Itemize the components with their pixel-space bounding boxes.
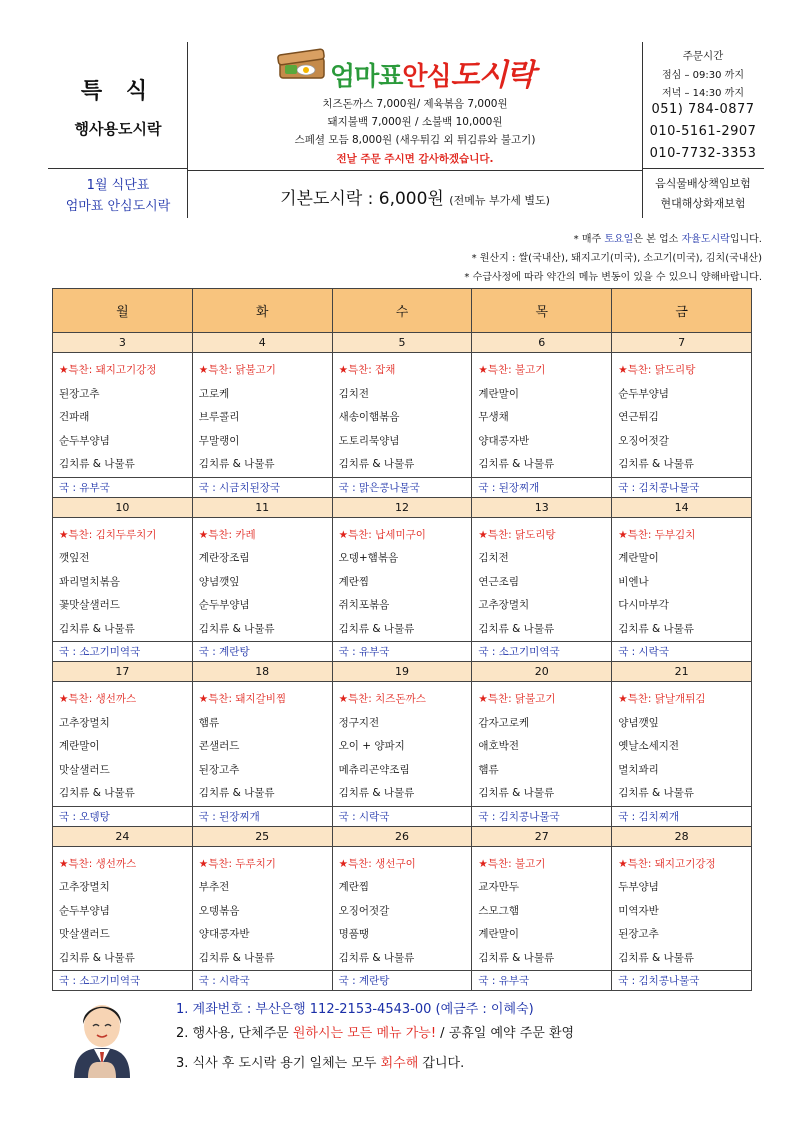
- day-menu-cell: [472, 682, 612, 807]
- side-dish: 김치류 & 나물류: [478, 458, 555, 470]
- brand-logo: [276, 48, 566, 93]
- lunchbox-icon: [276, 48, 328, 82]
- weekday-header: 금: [612, 289, 752, 333]
- side-dish: 김치류 & 나물류: [618, 951, 694, 964]
- side-dish: 계란찜: [338, 575, 370, 588]
- special-dish: ★특찬: 닭불고기: [198, 364, 276, 376]
- date-cell: 21: [612, 662, 752, 682]
- person-illustration: [68, 992, 136, 1078]
- soup-cell: 국 : 맑은콩나물국: [332, 477, 472, 497]
- side-dish: 감자고로케: [478, 716, 530, 729]
- side-dish: 김치류 & 나물류: [338, 622, 415, 635]
- side-dish: 연근튀김: [618, 411, 659, 423]
- date-cell: 12: [332, 497, 472, 517]
- basic-price: 기본도시락 : 6,000원 (전메뉴 부가세 별도): [280, 189, 550, 209]
- side-dish: 부추전: [198, 881, 230, 893]
- side-dish: 순두부양념: [618, 387, 669, 400]
- date-cell: 5: [332, 333, 472, 353]
- day-menu-cell: [53, 517, 193, 642]
- date-row: [53, 826, 752, 846]
- header: [48, 42, 764, 218]
- day-menu-cell: [192, 682, 332, 807]
- side-dish: 오징어젓갈: [618, 434, 669, 447]
- date-cell: 13: [472, 497, 612, 517]
- price-line: 돼지불백 7,000원 / 소불백 10,000원: [327, 116, 503, 128]
- day-menu-cell: [332, 517, 472, 642]
- special-dish: ★특찬: 두부김치: [618, 528, 696, 541]
- day-menu-cell: [332, 846, 472, 971]
- soup-row: [53, 971, 752, 991]
- soup-cell: 국 : 된장찌개: [192, 806, 332, 826]
- order-hours-dinner: 저녁 – 14:30 까지: [662, 88, 744, 99]
- side-dish: 무생채: [478, 411, 509, 423]
- special-dish: ★특찬: 돼지고기강정: [618, 857, 716, 870]
- phone-number: 010-7732-3353: [649, 146, 757, 161]
- date-cell: 14: [612, 497, 752, 517]
- date-cell: 28: [612, 826, 752, 846]
- special-subtitle: 행사용도시락: [74, 120, 162, 138]
- special-dish: ★특찬: 돼지갈비찜: [198, 693, 287, 705]
- soup-cell: 국 : 계란탕: [192, 642, 332, 662]
- side-dish: 고추장멸치: [59, 716, 110, 729]
- day-menu-cell: [612, 682, 752, 807]
- side-dish: 메츄리곤약조림: [338, 763, 410, 776]
- special-dish: ★특찬: 닭불고기: [478, 693, 556, 705]
- side-dish: 김치류 & 나물류: [618, 458, 694, 470]
- side-dish: 고추장멸치: [478, 599, 530, 611]
- soup-row: [53, 806, 752, 826]
- date-cell: 20: [472, 662, 612, 682]
- note-change: * 수급사정에 따라 약간의 메뉴 변동이 있을 수 있으니 양해바랍니다.: [464, 272, 762, 283]
- side-dish: 쥐치포볶음: [338, 599, 390, 611]
- date-cell: 18: [192, 662, 332, 682]
- special-dish: ★특찬: 닭도리탕: [618, 364, 696, 376]
- side-dish: 햄류: [198, 716, 220, 729]
- day-menu-cell: [472, 846, 612, 971]
- side-dish: 양념깻잎: [618, 716, 659, 729]
- weekday-header: 수: [332, 289, 472, 333]
- side-dish: 김치류 & 나물류: [59, 951, 135, 964]
- divider: [188, 170, 642, 171]
- side-dish: 순두부양념: [59, 434, 110, 447]
- day-menu-cell: [192, 517, 332, 642]
- date-cell: 25: [192, 826, 332, 846]
- side-dish: 비엔나: [618, 575, 649, 588]
- side-dish: 김치류 & 나물류: [59, 787, 135, 799]
- side-dish: 정구지전: [338, 716, 380, 729]
- day-menu-cell: [472, 353, 612, 478]
- day-menu-cell: [612, 353, 752, 478]
- side-dish: 김치류 & 나물류: [59, 622, 135, 635]
- dish-row: [53, 353, 752, 478]
- price-line: 치즈돈까스 7,000원/ 제육볶음 7,000원: [322, 98, 508, 110]
- day-menu-cell: [192, 353, 332, 478]
- soup-cell: 국 : 소고기미역국: [472, 642, 612, 662]
- side-dish: 도토리묵양념: [338, 434, 400, 447]
- soup-row: [53, 477, 752, 497]
- note-origin: * 원산지 : 쌀(국내산), 돼지고기(미국), 소고기(미국), 김치(국내산): [471, 253, 762, 264]
- side-dish: 양념깻잎: [198, 575, 240, 588]
- side-dish: 김치류 & 나물류: [338, 951, 415, 964]
- date-row: [53, 497, 752, 517]
- weekday-header: 월: [53, 289, 193, 333]
- date-cell: 26: [332, 826, 472, 846]
- side-dish: 다시마부각: [618, 599, 669, 611]
- menu-body: [53, 333, 752, 991]
- special-dish: ★특찬: 납세미구이: [338, 528, 426, 541]
- side-dish: 순두부양념: [59, 904, 110, 917]
- date-cell: 10: [53, 497, 193, 517]
- side-dish: 새송이햄볶음: [338, 411, 400, 423]
- date-cell: 19: [332, 662, 472, 682]
- footer-group-order: 2. 행사용, 단체주문 원하시는 모든 메뉴 가능! / 공휴일 예약 주문 환영: [176, 1026, 575, 1041]
- side-dish: 양대콩자반: [198, 928, 250, 940]
- special-dish: ★특찬: 닭도리탕: [478, 528, 556, 541]
- side-dish: 콘샐러드: [198, 740, 240, 752]
- side-dish: 순두부양념: [198, 599, 250, 611]
- special-dish: ★특찬: 불고기: [478, 857, 546, 870]
- side-dish: 김치류 & 나물류: [198, 622, 275, 635]
- side-dish: 김치류 & 나물류: [59, 458, 135, 470]
- side-dish: 계란말이: [478, 387, 519, 400]
- side-dish: 오뎅+햄볶음: [338, 552, 399, 564]
- side-dish: 김치전: [478, 552, 509, 564]
- side-dish: 계란찜: [338, 881, 370, 893]
- side-dish: 된장고추: [59, 387, 100, 400]
- logo-text: 엄마표안심도시락: [330, 58, 535, 93]
- day-menu-cell: [472, 517, 612, 642]
- side-dish: 오이 + 양파지: [338, 740, 405, 752]
- phone-number: 010-5161-2907: [649, 124, 757, 139]
- special-dish: ★특찬: 닭날개튀김: [618, 693, 706, 705]
- month-subtitle: 엄마표 안심도시락: [65, 199, 171, 214]
- side-dish: 연근조림: [478, 575, 519, 588]
- footer-account: 1. 계좌번호 : 부산은행 112-2153-4543-00 (예금주 : 이혜숙): [176, 1002, 534, 1017]
- side-dish: 맛살샐러드: [59, 763, 110, 776]
- soup-cell: 국 : 김치콩나물국: [612, 477, 752, 497]
- special-dish: ★특찬: 김치두루치기: [59, 528, 157, 541]
- special-dish: ★특찬: 잡채: [338, 364, 396, 376]
- order-notice: 전날 주문 주시면 감사하겠습니다.: [336, 153, 494, 165]
- soup-cell: 국 : 시금치된장국: [192, 477, 332, 497]
- side-dish: 양대콩자반: [478, 434, 530, 447]
- side-dish: 옛날소세지전: [618, 740, 680, 752]
- special-dish: ★특찬: 치즈돈까스: [338, 693, 426, 705]
- date-row: [53, 662, 752, 682]
- day-menu-cell: [612, 846, 752, 971]
- soup-cell: 국 : 김치찌개: [612, 806, 752, 826]
- side-dish: 꽈리멸치볶음: [59, 575, 120, 588]
- side-dish: 깻잎전: [59, 552, 90, 564]
- side-dish: 김치류 & 나물류: [478, 787, 555, 799]
- soup-cell: 국 : 된장찌개: [472, 477, 612, 497]
- side-dish: 두부양념: [618, 881, 659, 893]
- dish-row: [53, 682, 752, 807]
- special-dish: ★특찬: 불고기: [478, 364, 546, 376]
- special-dish: ★특찬: 두루치기: [198, 857, 276, 870]
- soup-cell: 국 : 소고기미역국: [53, 642, 193, 662]
- special-title: 특 식: [80, 79, 156, 104]
- side-dish: 미역자반: [618, 904, 659, 917]
- soup-cell: 국 : 시락국: [332, 806, 472, 826]
- side-dish: 애호박전: [478, 740, 519, 752]
- soup-cell: 국 : 계란탕: [332, 971, 472, 991]
- side-dish: 김치류 & 나물류: [198, 458, 275, 470]
- side-dish: 김치전: [338, 387, 370, 400]
- side-dish: 된장고추: [198, 763, 240, 776]
- side-dish: 김치류 & 나물류: [338, 787, 415, 799]
- side-dish: 꽃맛살샐러드: [59, 599, 120, 611]
- insurance-line: 현대해상화재보험: [660, 197, 746, 210]
- special-dish: ★특찬: 돼지고기강정: [59, 364, 157, 376]
- soup-cell: 국 : 시락국: [612, 642, 752, 662]
- weekday-header: 목: [472, 289, 612, 333]
- side-dish: 된장고추: [618, 928, 659, 940]
- side-dish: 브루콜리: [198, 411, 240, 423]
- side-dish: 고추장멸치: [59, 881, 110, 893]
- side-dish: 명품땡: [338, 928, 370, 940]
- note-saturday: * 매주 토요일은 본 업소 자율도시락입니다.: [573, 234, 762, 245]
- soup-cell: 국 : 김치콩나물국: [472, 806, 612, 826]
- side-dish: 무말랭이: [198, 434, 240, 447]
- date-row: [53, 333, 752, 353]
- date-cell: 17: [53, 662, 193, 682]
- dish-row: [53, 846, 752, 971]
- month-title: 1월 식단표: [86, 178, 150, 193]
- dish-row: [53, 517, 752, 642]
- side-dish: 계란말이: [618, 552, 659, 564]
- divider: [48, 168, 188, 169]
- side-dish: 김치류 & 나물류: [478, 951, 555, 964]
- side-dish: 햄류: [478, 763, 499, 776]
- insurance-line: 음식물배상책임보험: [655, 177, 751, 190]
- side-dish: 맛살샐러드: [59, 928, 110, 940]
- date-cell: 4: [192, 333, 332, 353]
- side-dish: 계란장조림: [198, 552, 250, 564]
- special-dish: ★특찬: 생선까스: [59, 857, 137, 870]
- price-line: 스페셜 모듬 8,000원 (새우튀김 외 튀김류와 불고기): [294, 134, 536, 146]
- side-dish: 김치류 & 나물류: [478, 622, 555, 635]
- soup-cell: 국 : 오뎅탕: [53, 806, 193, 826]
- date-cell: 7: [612, 333, 752, 353]
- day-menu-cell: [53, 682, 193, 807]
- soup-cell: 국 : 유부국: [53, 477, 193, 497]
- soup-cell: 국 : 유부국: [472, 971, 612, 991]
- day-menu-cell: [192, 846, 332, 971]
- date-cell: 3: [53, 333, 193, 353]
- day-menu-cell: [53, 353, 193, 478]
- soup-cell: 국 : 소고기미역국: [53, 971, 193, 991]
- menu-table: [52, 288, 752, 991]
- side-dish: 오징어젓갈: [338, 904, 390, 917]
- side-dish: 스모그햄: [478, 904, 519, 917]
- order-hours-lunch: 점심 – 09:30 까지: [662, 70, 744, 81]
- side-dish: 김치류 & 나물류: [618, 787, 694, 799]
- soup-cell: 국 : 유부국: [332, 642, 472, 662]
- soup-cell: 국 : 김치콩나물국: [612, 971, 752, 991]
- side-dish: 계란말이: [478, 928, 519, 940]
- special-dish: ★특찬: 카레: [198, 528, 256, 541]
- day-menu-cell: [332, 682, 472, 807]
- date-cell: 27: [472, 826, 612, 846]
- special-dish: ★특찬: 생선까스: [59, 693, 137, 705]
- side-dish: 김치류 & 나물류: [338, 458, 415, 470]
- day-menu-cell: [332, 353, 472, 478]
- side-dish: 김치류 & 나물류: [198, 787, 275, 799]
- soup-row: [53, 642, 752, 662]
- order-hours-title: 주문시간: [682, 50, 724, 62]
- side-dish: 교자만두: [478, 881, 519, 893]
- notes: [464, 230, 762, 287]
- date-cell: 11: [192, 497, 332, 517]
- soup-cell: 국 : 시락국: [192, 971, 332, 991]
- side-dish: 고로케: [198, 387, 230, 400]
- phone-number: 051) 784-0877: [651, 102, 755, 117]
- day-menu-cell: [612, 517, 752, 642]
- date-cell: 6: [472, 333, 612, 353]
- side-dish: 오뎅볶음: [198, 904, 240, 917]
- side-dish: 멸치꽈리: [618, 763, 659, 776]
- side-dish: 계란말이: [59, 740, 100, 752]
- side-dish: 김치류 & 나물류: [198, 951, 275, 964]
- weekday-header-row: [53, 289, 752, 333]
- divider: [642, 168, 764, 169]
- footer-container-return: 3. 식사 후 도시락 용기 일체는 모두 회수해 갑니다.: [176, 1056, 465, 1071]
- date-cell: 24: [53, 826, 193, 846]
- day-menu-cell: [53, 846, 193, 971]
- side-dish: 건파래: [59, 411, 90, 423]
- special-dish: ★특찬: 생선구이: [338, 857, 416, 870]
- side-dish: 김치류 & 나물류: [618, 622, 694, 635]
- weekday-header: 화: [192, 289, 332, 333]
